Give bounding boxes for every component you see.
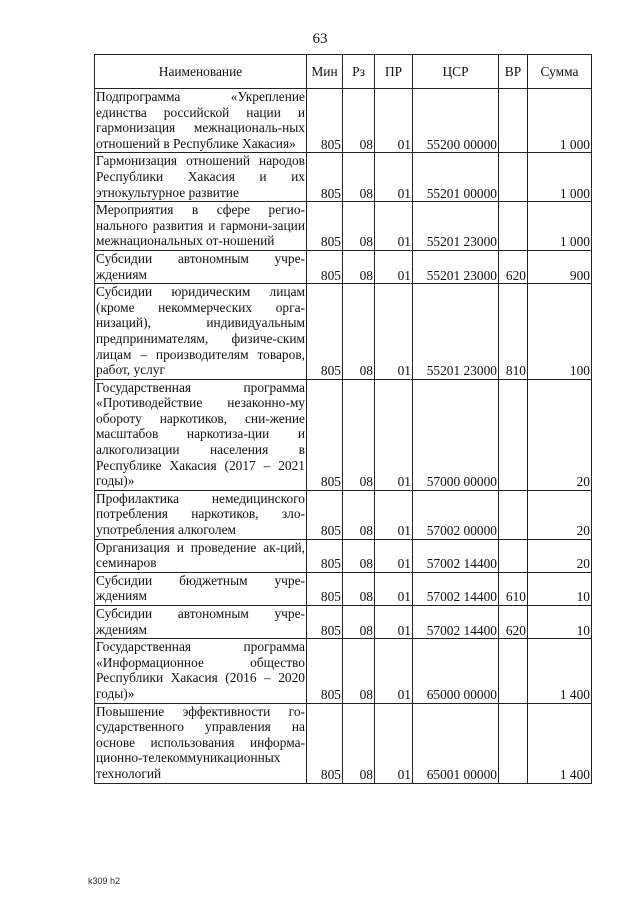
- cell-vr: [499, 703, 528, 783]
- table-row: [95, 284, 592, 380]
- cell-pr: 01: [375, 572, 413, 605]
- cell-min: 805: [307, 539, 343, 572]
- cell-name: Субсидии автономным учре-ждениям: [95, 606, 307, 639]
- cell-min: 805: [307, 250, 343, 283]
- cell-sum: 100: [528, 284, 592, 380]
- cell-pr: 01: [375, 89, 413, 153]
- cell-pr: 01: [375, 379, 413, 490]
- cell-rz: 08: [343, 379, 375, 490]
- cell-min: 805: [307, 572, 343, 605]
- cell-rz: 08: [343, 153, 375, 202]
- cell-name: Подпрограмма «Укрепление единства российской нации и гармонизация межнациональ-ных отношений в Республике Хакасия»: [95, 89, 307, 153]
- cell-name: Государственная программа «Информационное общество Республики Хакасия (2016 – 2020 годы)»: [95, 639, 307, 703]
- cell-csr: 55200 00000: [413, 89, 499, 153]
- cell-csr: 57002 14400: [413, 572, 499, 605]
- header-sum: Сумма: [528, 55, 592, 89]
- cell-csr: 57002 00000: [413, 490, 499, 539]
- cell-name: Субсидии юридическим лицам (кроме некоммерческих орга-низаций), индивидуальным предпринимателям, физиче-ским лицам – производителям товаров, работ, услуг: [95, 284, 307, 380]
- cell-vr: [499, 153, 528, 202]
- header-name: Наименование: [95, 55, 307, 89]
- document-code: k309 h2: [88, 876, 121, 886]
- cell-pr: 01: [375, 490, 413, 539]
- cell-pr: 01: [375, 639, 413, 703]
- cell-vr: [499, 202, 528, 251]
- cell-name: Профилактика немедицинского потребления наркотиков, зло-употребления алкоголем: [95, 490, 307, 539]
- cell-min: 805: [307, 639, 343, 703]
- cell-rz: 08: [343, 606, 375, 639]
- cell-min: 805: [307, 379, 343, 490]
- cell-sum: 10: [528, 606, 592, 639]
- table-row: [95, 539, 592, 572]
- cell-min: 805: [307, 284, 343, 380]
- cell-csr: 57000 00000: [413, 379, 499, 490]
- budget-table: [94, 54, 592, 784]
- cell-sum: 20: [528, 539, 592, 572]
- cell-csr: 65001 00000: [413, 703, 499, 783]
- table-row: [95, 89, 592, 153]
- cell-name: Мероприятия в сфере регио-нального развития и гармони-зации межнациональных от-ношений: [95, 202, 307, 251]
- header-csr: ЦСР: [413, 55, 499, 89]
- cell-rz: 08: [343, 89, 375, 153]
- cell-name: Субсидии автономным учре-ждениям: [95, 250, 307, 283]
- cell-sum: 1 400: [528, 703, 592, 783]
- cell-pr: 01: [375, 250, 413, 283]
- cell-csr: 65000 00000: [413, 639, 499, 703]
- cell-csr: 55201 23000: [413, 250, 499, 283]
- header-min: Мин: [307, 55, 343, 89]
- cell-sum: 20: [528, 490, 592, 539]
- header-rz: Рз: [343, 55, 375, 89]
- cell-pr: 01: [375, 606, 413, 639]
- cell-vr: 810: [499, 284, 528, 380]
- table-row: [95, 606, 592, 639]
- cell-vr: [499, 379, 528, 490]
- cell-vr: 620: [499, 606, 528, 639]
- table-row: [95, 490, 592, 539]
- cell-vr: 620: [499, 250, 528, 283]
- cell-pr: 01: [375, 703, 413, 783]
- cell-rz: 08: [343, 284, 375, 380]
- table-row: [95, 153, 592, 202]
- cell-name: Гармонизация отношений народов Республики Хакасия и их этнокультурное развитие: [95, 153, 307, 202]
- cell-rz: 08: [343, 639, 375, 703]
- table-row: [95, 703, 592, 783]
- cell-pr: 01: [375, 284, 413, 380]
- cell-pr: 01: [375, 202, 413, 251]
- cell-rz: 08: [343, 539, 375, 572]
- cell-vr: [499, 639, 528, 703]
- table-row: [95, 572, 592, 605]
- cell-sum: 1 000: [528, 89, 592, 153]
- cell-min: 805: [307, 606, 343, 639]
- cell-pr: 01: [375, 153, 413, 202]
- cell-name: Организация и проведение ак-ций, семинаров: [95, 539, 307, 572]
- cell-sum: 1 000: [528, 153, 592, 202]
- cell-min: 805: [307, 703, 343, 783]
- table-row: [95, 379, 592, 490]
- cell-sum: 20: [528, 379, 592, 490]
- cell-pr: 01: [375, 539, 413, 572]
- cell-rz: 08: [343, 202, 375, 251]
- cell-name: Повышение эффективности го-сударственного управления на основе использования информа-ционно-телекоммуникационных технологий: [95, 703, 307, 783]
- cell-vr: 610: [499, 572, 528, 605]
- cell-name: Государственная программа «Противодействие незаконно-му обороту наркотиков, сни-жение масштабов наркотиза-ции и алкоголизации населения в Республике Хакасия (2017 – 2021 годы)»: [95, 379, 307, 490]
- header-pr: ПР: [375, 55, 413, 89]
- cell-rz: 08: [343, 250, 375, 283]
- cell-csr: 57002 14400: [413, 606, 499, 639]
- cell-rz: 08: [343, 703, 375, 783]
- cell-csr: 55201 23000: [413, 284, 499, 380]
- cell-min: 805: [307, 89, 343, 153]
- header-vr: ВР: [499, 55, 528, 89]
- cell-sum: 1 000: [528, 202, 592, 251]
- cell-csr: 57002 14400: [413, 539, 499, 572]
- cell-vr: [499, 89, 528, 153]
- table-row: [95, 639, 592, 703]
- cell-sum: 10: [528, 572, 592, 605]
- cell-rz: 08: [343, 572, 375, 605]
- cell-csr: 55201 00000: [413, 153, 499, 202]
- table-row: [95, 202, 592, 251]
- page-number: 63: [312, 31, 328, 47]
- table-header-row: [95, 55, 592, 89]
- cell-min: 805: [307, 202, 343, 251]
- cell-name: Субсидии бюджетным учре-ждениям: [95, 572, 307, 605]
- cell-min: 805: [307, 490, 343, 539]
- cell-sum: 900: [528, 250, 592, 283]
- cell-sum: 1 400: [528, 639, 592, 703]
- cell-rz: 08: [343, 490, 375, 539]
- cell-min: 805: [307, 153, 343, 202]
- cell-vr: [499, 539, 528, 572]
- table-row: [95, 250, 592, 283]
- cell-vr: [499, 490, 528, 539]
- cell-csr: 55201 23000: [413, 202, 499, 251]
